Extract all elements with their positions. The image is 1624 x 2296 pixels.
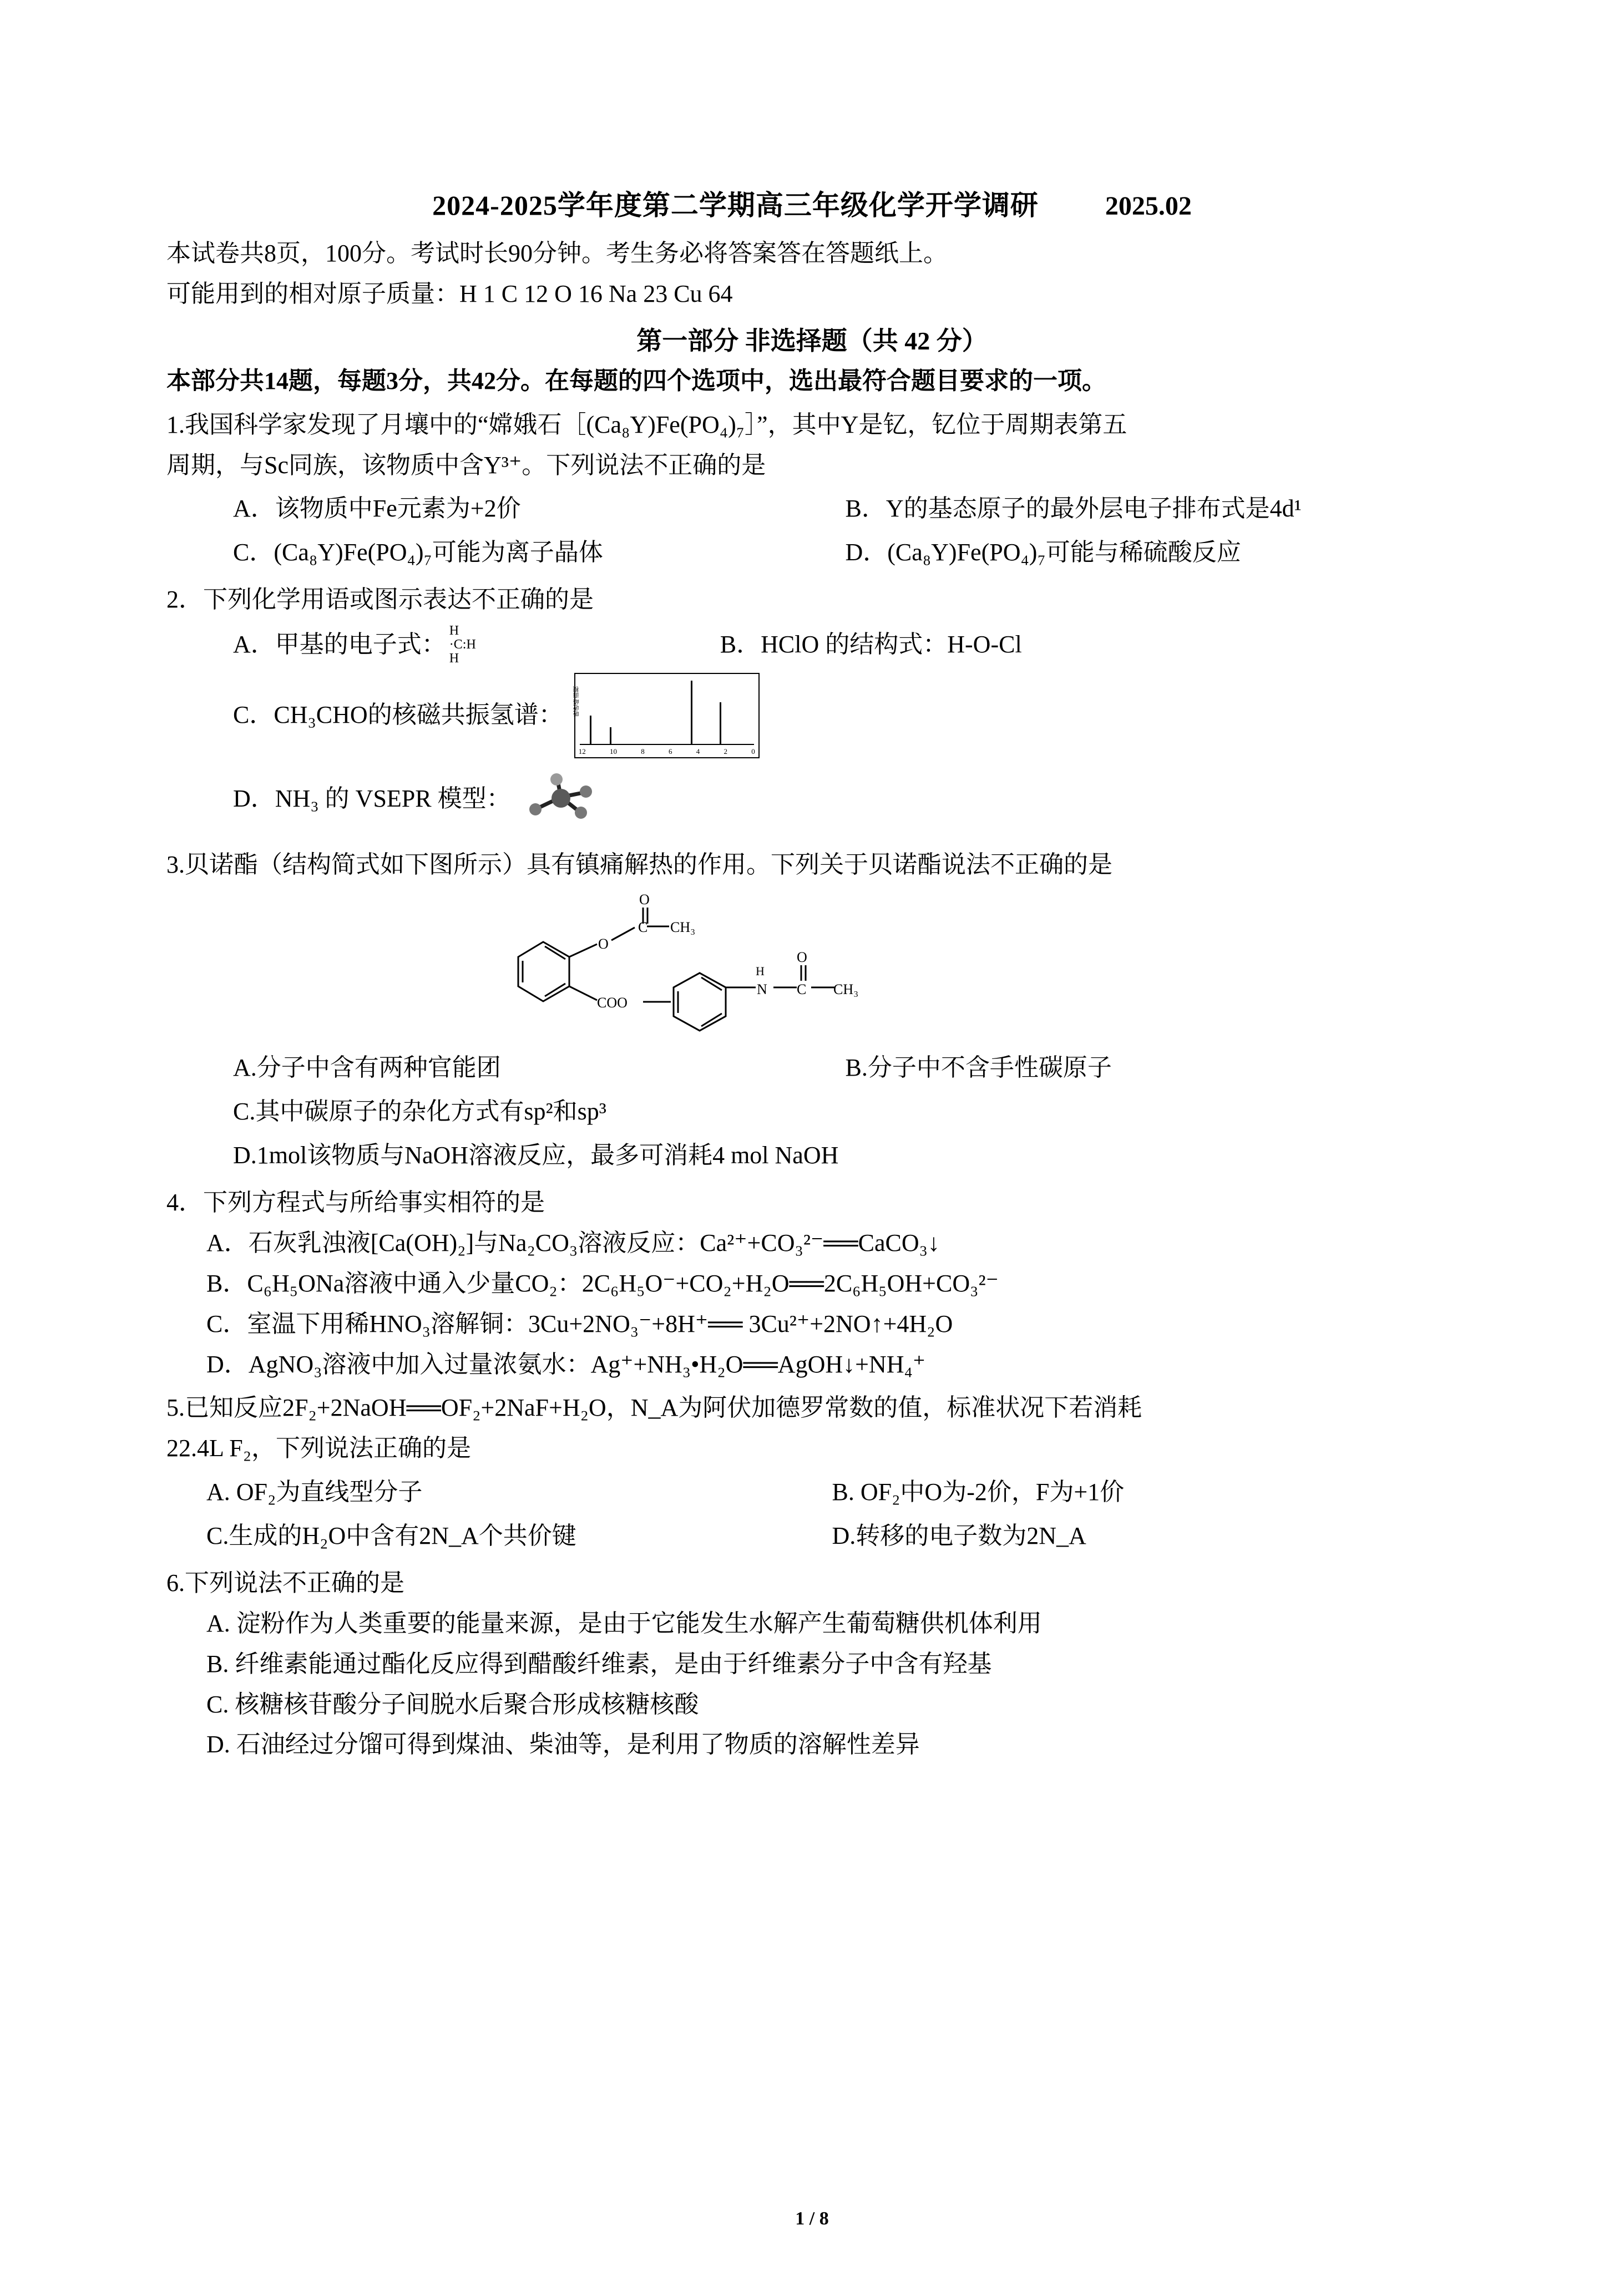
- nmr-tick: 0: [751, 747, 755, 756]
- question-1-text-1: 我国科学家发现了月壤中的“嫦娥石［(Ca₈Y)Fe(PO₄)₇］”，其中Y是钇，钇位于周期表第五: [185, 410, 1127, 438]
- nmr-tick-labels: [579, 747, 755, 756]
- option-a: A．该物质中Fe元素为+2价: [233, 495, 521, 523]
- exam-info-line-2: 可能用到的相对原子质量：H 1 C 12 O 16 Na 23 Cu 64: [166, 280, 733, 307]
- option-a: A. 淀粉作为人类重要的能量来源，是由于它能发生水解产生葡萄糖供机体利用: [206, 1609, 1042, 1637]
- struct-label-amide-h: H: [755, 964, 765, 979]
- question-6-text: 下列说法不正确的是: [185, 1569, 404, 1596]
- question-1-number: 1.: [166, 410, 185, 438]
- question-3-number: 3.: [166, 850, 185, 878]
- option-a: A. OF₂为直线型分子: [206, 1478, 423, 1506]
- option-c: C.生成的H₂O中含有2N_A个共价键: [206, 1522, 576, 1550]
- struct-label-amide-o: O: [796, 949, 807, 966]
- question-6-options: [166, 1605, 1458, 1764]
- question-2-stem: [166, 581, 1458, 619]
- struct-label-ch3-1: CH₃: [670, 919, 695, 936]
- page-title: 2024-2025学年度第二学期高三年级化学开学调研: [432, 190, 1039, 221]
- option-b: B. OF₂中O为-2价，F为+1价: [832, 1478, 1125, 1506]
- struct-label-ester-o: O: [598, 936, 609, 952]
- nmr-x-axis: [580, 744, 754, 745]
- nmr-peak: [720, 702, 721, 744]
- benorilate-structure-figure: [166, 893, 1458, 1032]
- page-header: [166, 183, 1458, 223]
- benorilate-skeletal-structure: [452, 893, 1173, 1032]
- option-b: B．Y的基态原子的最外层电子排布式是4d¹: [845, 495, 1302, 523]
- section-description: 本部分共14题，每题3分，共42分。在每题的四个选项中，选出最符合题目要求的一项。: [166, 367, 1106, 394]
- nmr-tick: 2: [724, 747, 727, 756]
- struct-label-carbonyl-o: O: [639, 893, 650, 908]
- nmr-peak: [590, 716, 591, 744]
- question-4-options: [166, 1225, 1458, 1383]
- methyl-electron-formula: [449, 624, 476, 666]
- vsepr-model-icon: [521, 773, 604, 825]
- option-c: C．室温下用稀HNO₃溶解铜：3Cu+2NO₃⁻+8H⁺══ 3Cu²⁺+2NO↑+4H₂O: [206, 1310, 953, 1337]
- option-d: D．(Ca₈Y)Fe(PO₄)₇可能与稀硫酸反应: [845, 539, 1241, 566]
- option-b: B. 纤维素能通过酯化反应得到醋酸纤维素，是由于纤维素分子中含有羟基: [206, 1650, 992, 1677]
- question-4: [166, 1184, 1458, 1383]
- question-5-number: 5.: [166, 1394, 185, 1422]
- question-2-row-c: [166, 673, 1458, 758]
- option-c: C．(Ca₈Y)Fe(PO₄)₇可能为离子晶体: [233, 539, 603, 566]
- struct-label-amide-n: N: [756, 981, 767, 998]
- methyl-center: ·C:H: [449, 637, 476, 652]
- page-number: 1 / 8: [795, 2208, 829, 2229]
- question-2-number: 2．: [166, 586, 203, 614]
- option-d: D.1mol该物质与NaOH溶液反应，最多可消耗4 mol NaOH: [233, 1142, 839, 1169]
- nmr-y-axis-label: 吸收峰面积: [573, 686, 580, 717]
- question-5-stem-line-1: [166, 1390, 1458, 1427]
- question-2-option-b: B．HClO 的结构式：H-O-Cl: [720, 631, 1022, 658]
- question-5-stem-line-2: 22.4L F₂，下列说法正确的是: [166, 1435, 472, 1462]
- option-c: C. 核糖核苷酸分子间脱水后聚合形成核糖核酸: [206, 1690, 699, 1718]
- nmr-tick: 8: [641, 747, 645, 756]
- question-2-option-a-label: A．甲基的电子式：: [233, 631, 446, 658]
- struct-label-ch3-2: CH₃: [833, 981, 858, 998]
- option-c: C.其中碳原子的杂化方式有sp²和sp³: [233, 1098, 606, 1126]
- struct-label-amide-c: C: [796, 981, 806, 998]
- question-2: [166, 581, 1458, 825]
- question-1: [166, 407, 1458, 575]
- option-b: B．C₆H₅ONa溶液中通入少量CO₂：2C₆H₅O⁻+CO₂+H₂O══2C₆H₅OH+CO₃²⁻: [206, 1269, 999, 1297]
- question-5-options: [166, 1471, 1458, 1558]
- question-5-text-1: 已知反应2F₂+2NaOH══OF₂+2NaF+H₂O，N_A为阿伏加德罗常数的值，标准状况下若消耗: [185, 1394, 1142, 1422]
- question-6-stem: [166, 1565, 1458, 1602]
- nmr-tick: 12: [578, 747, 586, 756]
- option-d: D.转移的电子数为2N_A: [832, 1522, 1086, 1550]
- nmr-tick: 10: [609, 747, 617, 756]
- question-1-stem-line-1: [166, 407, 1458, 444]
- option-b: B.分子中不含手性碳原子: [845, 1054, 1112, 1082]
- question-2-text: 下列化学用语或图示表达不正确的是: [203, 586, 594, 614]
- nmr-peak: [691, 681, 692, 744]
- methyl-h-bottom: H: [449, 651, 459, 666]
- question-3: [166, 847, 1458, 1178]
- question-2-row-ab: [166, 624, 1458, 666]
- question-2-option-d-label: D．NH₃ 的 VSEPR 模型：: [233, 784, 511, 812]
- question-6: [166, 1565, 1458, 1763]
- struct-label-carbonyl-c: C: [638, 919, 647, 936]
- struct-label-coo: COO: [596, 995, 628, 1011]
- question-2-option-c-label: C．CH₃CHO的核磁共振氢谱：: [233, 701, 563, 729]
- option-d: D. 石油经过分馏可得到煤油、柴油等，是利用了物质的溶解性差异: [206, 1731, 920, 1758]
- option-a: A.分子中含有两种官能团: [233, 1054, 501, 1082]
- question-3-options: [166, 1046, 1458, 1178]
- exam-info-line-1: 本试卷共8页，100分。考试时长90分钟。考生务必将答案答在答题纸上。: [166, 240, 948, 267]
- section-title: 第一部分 非选择题（共 42 分）: [636, 326, 988, 355]
- question-4-text: 下列方程式与所给事实相符的是: [203, 1189, 545, 1217]
- question-3-text: 贝诺酯（结构简式如下图所示）具有镇痛解热的作用。下列关于贝诺酯说法不正确的是: [185, 850, 1112, 878]
- nmr-tick: 6: [668, 747, 672, 756]
- question-6-number: 6.: [166, 1569, 185, 1596]
- question-1-options: [166, 487, 1458, 575]
- question-2-row-d: [166, 773, 1458, 825]
- methyl-h-top: H: [449, 624, 459, 638]
- question-4-stem: [166, 1184, 1458, 1222]
- question-3-stem: [166, 847, 1458, 884]
- nmr-peak: [610, 727, 611, 744]
- question-5: [166, 1390, 1458, 1558]
- option-d: D．AgNO₃溶液中加入过量浓氨水：Ag⁺+NH₃•H₂O══AgOH↓+NH₄⁺: [206, 1350, 926, 1378]
- nmr-tick: 4: [696, 747, 700, 756]
- question-4-number: 4．: [166, 1189, 203, 1217]
- question-1-stem-line-2: 周期，与Sc同族，该物质中含Y³⁺。下列说法不正确的是: [166, 451, 766, 479]
- option-a: A．石灰乳浊液[Ca(OH)₂]与Na₂CO₃溶液反应：Ca²⁺+CO₃²⁻══CaCO₃↓: [206, 1229, 940, 1256]
- nmr-spectrum-figure: [574, 673, 760, 758]
- exam-date: 2025.02: [1105, 191, 1192, 221]
